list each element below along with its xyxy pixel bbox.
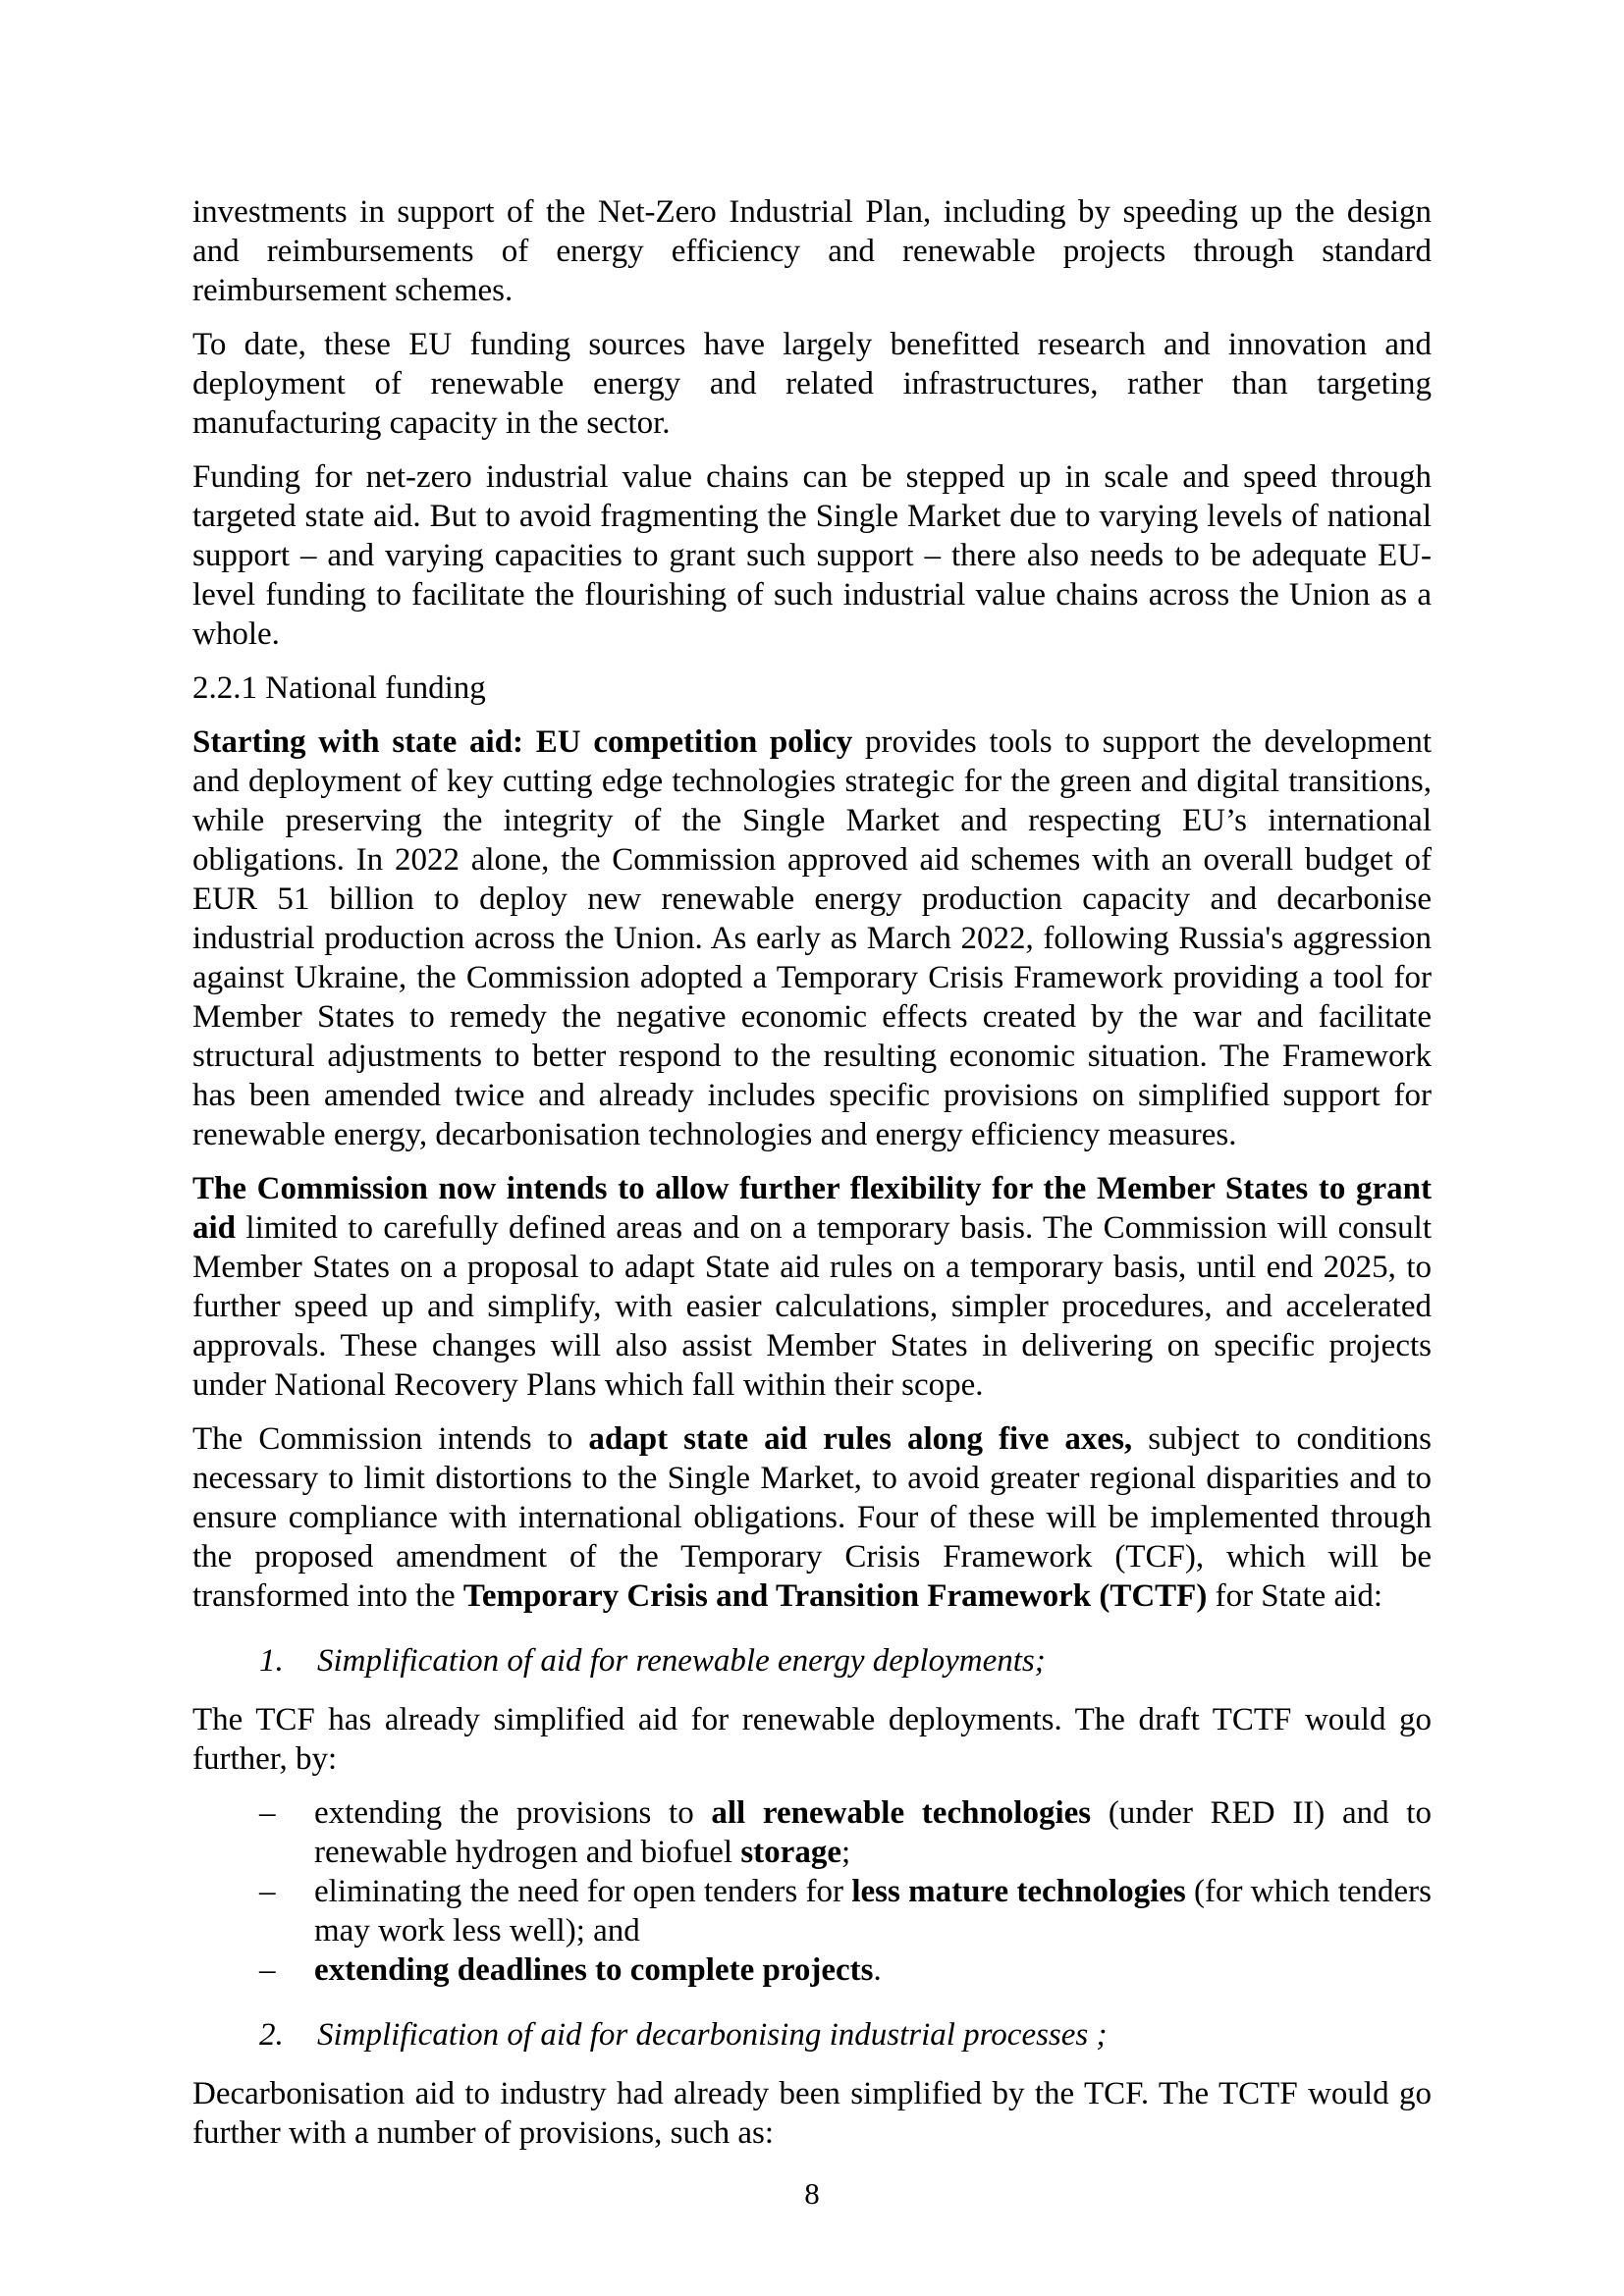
para-tcf-already-simplified	[192, 1700, 1432, 1779]
text-segment: less mature technologies	[851, 1874, 1186, 1909]
document-content	[192, 192, 1432, 2167]
text-segment: all renewable technologies	[711, 1795, 1092, 1831]
bullet-dash: –	[259, 1952, 276, 1988]
list-number: 2.	[259, 2017, 284, 2053]
text-segment: adapt state aid rules along five axes,	[588, 1421, 1133, 1457]
text-segment: for State aid:	[1207, 1578, 1383, 1614]
text-segment: investments in support of the Net-Zero Industrial Plan, including by speeding up the design and reimbursements of energy efficiency and renewable projects through standard reimbursement schemes.	[192, 194, 1432, 308]
text-segment: limited to carefully defined areas and on a temporary basis. The Commission will consult Member States on a proposal to adapt State aid rules on a temporary basis, until end 2025, to further speed up and simplify, with easier calculations, simpler procedures, and accelerated approvals. These changes will also assist Member States in delivering on specific projects under National Recovery Plans which fall within their scope.	[192, 1210, 1432, 1403]
text-segment: The TCF has already simplified aid for renewable deployments. The draft TCTF would go further, by:	[192, 1702, 1432, 1777]
text-segment: The Commission intends to	[192, 1421, 589, 1457]
list-number: 1.	[259, 1643, 284, 1679]
para-commission-flexibility	[192, 1169, 1432, 1405]
text-segment: Simplification of aid for renewable energy deployments;	[317, 1643, 1046, 1679]
heading-national-funding	[192, 668, 1432, 708]
text-segment: (under RED II) and to renewable hydrogen and biofuel	[314, 1795, 1432, 1870]
text-segment: eliminating the need for open tenders for	[314, 1874, 852, 1909]
bullet-extending-deadlines	[192, 1950, 1432, 1990]
para-decarbonisation-aid	[192, 2074, 1432, 2153]
bullet-all-renewable-technologies	[192, 1793, 1432, 1872]
text-segment: extending the provisions to	[314, 1795, 712, 1831]
para-five-axes	[192, 1419, 1432, 1616]
text-segment: Funding for net-zero industrial value chains can be stepped up in scale and speed through targeted state aid. But to avoid fragmenting the Single Market due to varying levels of national support – and varying capacities to grant such support – there also needs to be adequate EU-level funding to facilitate the flourishing of such industrial value chains across the Union as a whole.	[192, 459, 1432, 652]
text-segment: extending deadlines to complete projects	[314, 1952, 874, 1988]
text-segment: storage	[740, 1835, 841, 1870]
para-funding-net-zero-chains	[192, 457, 1432, 654]
para-eu-funding-sources	[192, 325, 1432, 443]
text-segment: ;	[840, 1835, 851, 1870]
text-segment: (for which tenders may work less well); and	[314, 1874, 1432, 1949]
text-segment: To date, these EU funding sources have largely benefitted research and innovation and deployment of renewable energy and related infrastructures, rather than targeting manufacturing capacity in the sector.	[192, 327, 1432, 441]
text-segment: 2.2.1 National funding	[192, 670, 486, 706]
text-segment: Decarbonisation aid to industry had already been simplified by the TCF. The TCTF would go further with a number of provisions, such as:	[192, 2076, 1432, 2151]
para-starting-with-state-aid	[192, 722, 1432, 1154]
page-number: 8	[804, 2176, 820, 2211]
bullet-less-mature-technologies	[192, 1872, 1432, 1950]
list-item-2-decarbonising	[192, 2015, 1432, 2055]
bullet-dash: –	[259, 1874, 276, 1909]
text-segment: .	[873, 1952, 882, 1988]
text-segment: Simplification of aid for decarbonising industrial processes ;	[317, 2017, 1108, 2053]
list-item-1-renewable-energy	[192, 1641, 1432, 1681]
text-segment: subject to conditions necessary to limit distortions to the Single Market, to avoid greater regional disparities and to ensure compliance with international obligations. Four of these will be implemented through the proposed amendment of the Temporary Crisis Framework (TCF), which will be transformed into the	[192, 1421, 1432, 1614]
text-segment: Starting with state aid: EU competition policy	[192, 724, 853, 760]
text-segment: Temporary Crisis and Transition Framework (TCTF)	[462, 1578, 1208, 1614]
para-net-zero-investments	[192, 192, 1432, 310]
text-segment: The Commission now intends to allow further flexibility for the Member States to grant aid	[192, 1171, 1432, 1246]
bullet-dash: –	[259, 1795, 276, 1831]
text-segment: provides tools to support the development and deployment of key cutting edge technologies strategic for the green and digital transitions, while preserving the integrity of the Single Market and respecting EU’s international obligations. In 2022 alone, the Commission approved aid schemes with an overall budget of EUR 51 billion to deploy new renewable energy production capacity and decarbonise industrial production across the Union. As early as March 2022, following Russia's aggression against Ukraine, the Commission adopted a Temporary Crisis Framework providing a tool for Member States to remedy the negative economic effects created by the war and facilitate structural adjustments to better respond to the resulting economic situation. The Framework has been amended twice and already includes specific provisions on simplified support for renewable energy, decarbonisation technologies and energy efficiency measures.	[192, 724, 1432, 1152]
